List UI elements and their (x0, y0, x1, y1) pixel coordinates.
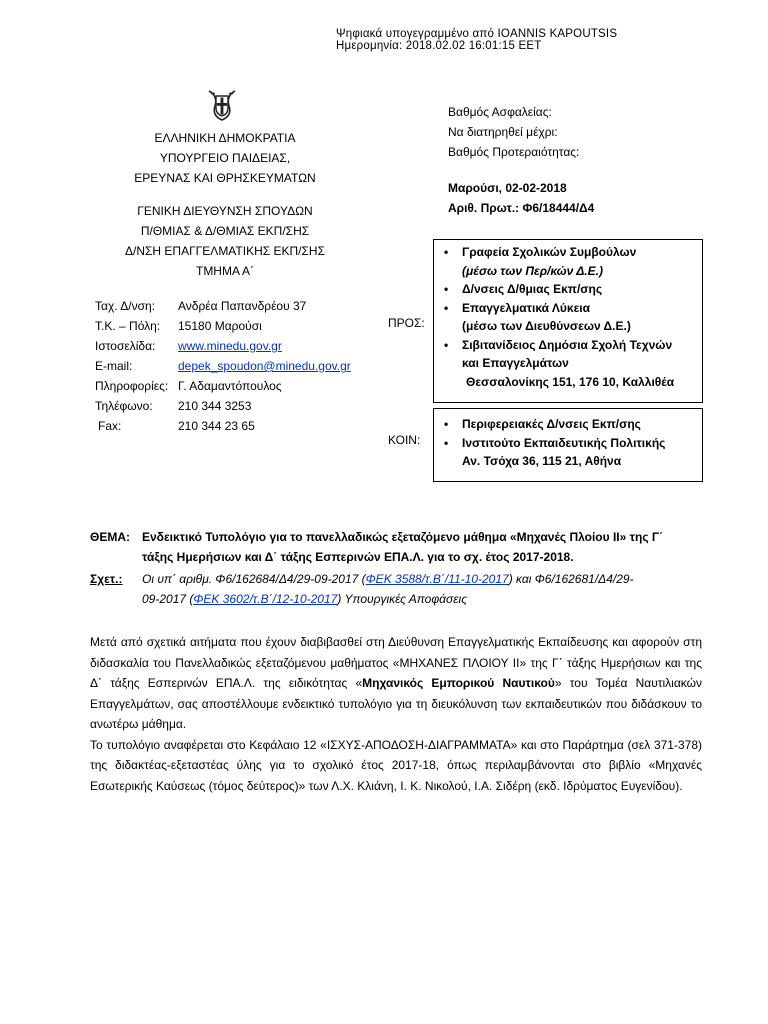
recipient-address: Θεσσαλονίκης 151, 176 10, Καλλιθέα (466, 374, 675, 389)
cc-label: ΚΟΙΝ: (388, 433, 421, 447)
protocol-number: Αριθ. Πρωτ.: Φ6/18444/Δ4 (448, 201, 595, 215)
recipient-item: • Δ/νσεις Δ/θμιας Εκπ/σης (444, 282, 603, 296)
priority-level: Βαθμός Προτεραιότητας: (448, 145, 580, 159)
retain-until: Να διατηρηθεί μέχρι: (448, 125, 558, 139)
ministry-header (100, 128, 350, 188)
fek-3588-link[interactable]: ΦΕΚ 3588/τ.Β΄/11-10-2017 (365, 572, 509, 586)
subject-text: Ενδεικτικό Τυπολόγιο για το πανελλαδικώς εξεταζόμενο μάθημα «Μηχανές Πλοίου ΙΙ» της Γ΄ τάξης Ημερήσιων και Δ΄ τάξης Εσπερινών ΕΠΑ.Λ. για το σχ. έτος 2017-2018. (142, 530, 664, 564)
letter-body (90, 632, 702, 796)
body-paragraph-2: Το τυπολόγιο αναφέρεται στο Κεφάλαιο 12 «ΙΣΧΥΣ-ΑΠΟΔΟΣΗ-ΔΙΑΓΡΑΜΜΑΤΑ» και στο Παράρτημα (σελ 371-378) της διδακτέας-εξεταστέας ύλης για το σχολικό έτος 2017-18, όπως περιλαμβάνονται στο βιβλίο «Μηχανές Εσωτερικής Καύσεως (τόμος δεύτερος)» των Λ.Χ. Κλιάνη, Ι. Κ. Νικολού, Ι.Α. Σιδέρη (εκδ. Ιδρύματος Ευγενίδου). (90, 737, 702, 793)
directorate-header (100, 201, 350, 281)
signature-signer: Ψηφιακά υπογεγραμμένο από IOANNIS KAPOUTSIS (336, 28, 618, 40)
info-value: Γ. Αδαμαντόπουλος (178, 379, 282, 393)
security-block (448, 102, 579, 162)
phone-label: Τηλέφωνο: (95, 399, 153, 413)
fax-label: Fax: (98, 419, 122, 433)
cc-item: • Περιφερειακές Δ/νσεις Εκπ/σης (444, 417, 641, 431)
phone-value: 210 344 3253 (178, 399, 252, 413)
address-value: Ανδρέα Παπανδρέου 37 (178, 299, 307, 313)
website-link[interactable]: www.minedu.gov.gr (178, 339, 282, 353)
recipient-item: • Επαγγελματικά Λύκεια (μέσω των Διευθύνσεων Δ.Ε.) (434, 299, 702, 336)
recipients-box (433, 239, 703, 403)
fax-value: 210 344 23 65 (178, 419, 255, 433)
greek-coat-of-arms-icon (205, 88, 239, 122)
security-classification: Βαθμός Ασφαλείας: (448, 105, 552, 119)
email-label: E-mail: (95, 359, 133, 373)
body-paragraph-1: Μετά από σχετικά αιτήματα που έχουν διαβιβασθεί στη Διεύθυνση Επαγγελματικής Εκπαίδευσης και αφορούν στη διδασκαλία του Πανελλαδικώς εξεταζόμενου μαθήματος «ΜΗΧΑΝΕΣ ΠΛΟΙΟΥ ΙΙ» της Γ΄ τάξης Ημερήσιων και της Δ΄ τάξης Εσπερινών ΕΠΑ.Λ. της ειδικότητας «Μηχανικός Εμπορικού Ναυτικού» του Τομέα Ναυτιλιακών Επαγγελμάτων, σας αποστέλλουμε ενδεικτικό τυπολόγιο για τη διευκόλυνση των εκπαιδευτικών που διδάσκουν το ανωτέρω μάθημα. (90, 635, 702, 731)
ministry-line-3: ΕΡΕΥΝΑΣ ΚΑΙ ΘΡΗΣΚΕΥΜΑΤΩΝ (134, 171, 316, 185)
document-date: Μαρούσι, 02-02-2018 (448, 181, 567, 195)
fek-3602-link[interactable]: ΦΕΚ 3602/τ.Β΄/12-10-2017 (193, 592, 338, 606)
recipient-sub: (μέσω των Διευθύνσεων Δ.Ε.) (462, 319, 631, 333)
recipient-sub: (μέσω των Περ/κών Δ.Ε.) (462, 263, 603, 278)
directorate-line-3: Δ/ΝΣΗ ΕΠΑΓΓΕΛΜΑΤΙΚΗΣ ΕΚΠ/ΣΗΣ (124, 244, 326, 258)
directorate-line-1: ΓΕΝΙΚΗ ΔΙΕΥΘΥΝΣΗ ΣΠΟΥΔΩΝ (137, 204, 313, 218)
signature-date: Ημερομηνία: 2018.02.02 16:01:15 EET (336, 40, 542, 52)
city-label: Τ.Κ. – Πόλη: (95, 319, 161, 333)
reference-text: Οι υπ΄ αριθμ. Φ6/162684/Δ4/29-09-2017 (ΦΕΚ 3588/τ.Β΄/11-10-2017) και Φ6/162681/Δ4/29- 09-2017 (ΦΕΚ 3602/τ.Β΄/12-10-2017) Υπουργικές Αποφάσεις (142, 572, 634, 606)
recipient-item: • Γραφεία Σχολικών Συμβούλων (μέσω των Περ/κών Δ.Ε.) (434, 243, 702, 280)
ministry-line-2: ΥΠΟΥΡΓΕΙΟ ΠΑΙΔΕΙΑΣ, (159, 151, 291, 165)
cc-box (433, 408, 703, 482)
date-protocol-block (448, 178, 594, 218)
email-link[interactable]: depek_spoudon@minedu.gov.gr (178, 359, 351, 373)
to-label: ΠΡΟΣ: (388, 316, 425, 330)
ministry-line-1: ΕΛΛΗΝΙΚΗ ΔΗΜΟΚΡΑΤΙΑ (154, 131, 296, 145)
city-value: 15180 Μαρούσι (178, 319, 262, 333)
subject-label: ΘΕΜΑ: (90, 530, 130, 544)
cc-address: Αν. Τσόχα 36, 115 21, Αθήνα (462, 454, 622, 468)
directorate-line-4: ΤΜΗΜΑ Α΄ (195, 264, 254, 278)
contact-details (95, 296, 351, 436)
address-label: Ταχ. Δ/νση: (95, 299, 156, 313)
info-label: Πληροφορίες: (95, 379, 169, 393)
directorate-line-2: Π/ΘΜΙΑΣ & Δ/ΘΜΙΑΣ ΕΚΠ/ΣΗΣ (140, 224, 310, 238)
reference-label: Σχετ.: (90, 572, 123, 586)
cc-item: • Ινστιτούτο Εκπαιδευτικής Πολιτικής Αν. Τσόχα 36, 115 21, Αθήνα (434, 434, 702, 471)
recipient-item: • Σιβιτανίδειος Δημόσια Σχολή Τεχνών και Επαγγελμάτων Θεσσαλονίκης 151, 176 10, Καλλιθέα (434, 336, 702, 392)
website-label: Ιστοσελίδα: (95, 339, 156, 353)
subject-block (90, 527, 700, 609)
digital-signature (336, 28, 617, 52)
